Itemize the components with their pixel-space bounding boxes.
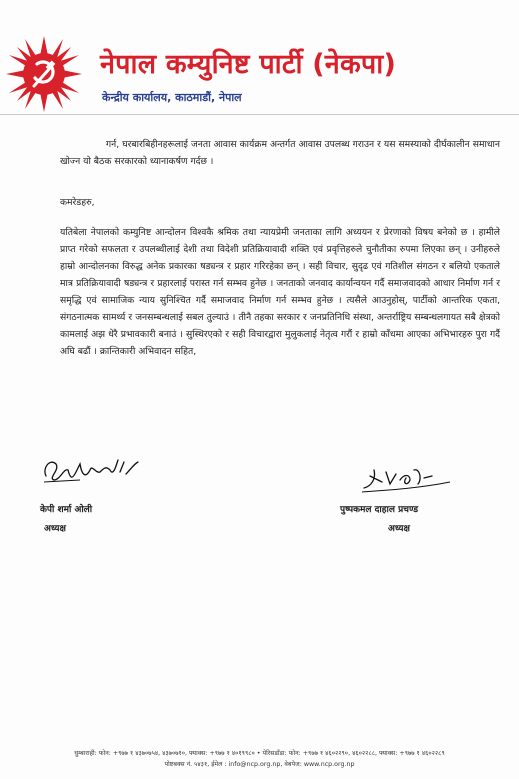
footer-email-line: पोष्टबक्स नं. ५४३१, ईमेल : info@ncp.org.np, वेबपेज: www.ncp.org.np <box>164 761 355 768</box>
signatory-name: केपी शर्मा ओली <box>40 505 93 515</box>
signatory-title: अध्यक्ष <box>44 524 66 534</box>
intro-paragraph: गर्न, घरबारबिहीनहरूलाई जनता आवास कार्यक्रम अन्तर्गत आवास उपलब्ध गराउन र यस समस्याको दीर्घकालीन समाधान खोज्न यो बैठक सरकारको ध्यानाकर्षण गर्दछ । <box>60 139 500 167</box>
greeting: कमरेडहरु, <box>60 197 95 208</box>
signatory-title: अध्यक्ष <box>388 524 410 534</box>
party-name: नेपाल कम्युनिष्ट पार्टी (नेकपा) <box>100 49 396 80</box>
signature-oli-icon <box>40 450 150 486</box>
signatory-oli <box>40 450 150 534</box>
header-divider <box>0 114 519 115</box>
signature-prachanda-icon <box>360 460 470 496</box>
party-emblem-icon <box>4 34 84 114</box>
body-paragraph: यतिबेला नेपालको कम्युनिष्ट आन्दोलन विश्वकै श्रमिक तथा न्यायप्रेमी जनताका लागि अध्ययन र प्रेरणाको विषय बनेको छ । हामीले प्राप्त गरेको सफलता र उपलब्धीलाई देशी तथा विदेशी प्रतिक्रियावादी शक्ति एवं प्रवृत्तिहरुले चुनौतीका रुपमा लिएका छन् । उनीहरुले हाम्रो आन्दोलनका विरुद्ध अनेक प्रकारका षड्यन्त्र र प्रहार गरिरहेका छन् । सही विचार, सुदृढ एवं गतिशील संगठन र बलियो एकताले मात्र प्रतिक्रियावादी षड्यन्त्र र प्रहारलाई परास्त गर्न सम्भव हुनेछ । जनताको जनवाद कार्यान्वयन गर्दै समाजवादको आधार निर्माण गर्न र समृद्धि एवं सामाजिक न्याय सुनिश्चित गर्दै समाजवाद निर्माण गर्न सम्भव हुनेछ । त्यसैले आउनुहोस्, पार्टीको आन्तरिक एकता, संगठनात्मक सामर्थ्य र जनसम्बन्धलाई सबल तुल्याउं । तीनै तहका सरकार र जनप्रतिनिधि संस्था, अन्तर्राष्ट्रिय सम्बन्धलगायत सबै क्षेत्रको कामलाई अझ धेरै प्रभावकारी बनाउं । सुस्थिरएको र सही विचारद्वारा मुलुकलाई नेतृत्व गरौं र हाम्रो काँधमा आएका अभिभारहरु पुरा गर्दै अघि बढौं । क्रान्तिकारी अभिवादन सहित, <box>60 227 500 357</box>
signatory-prachanda <box>340 460 470 534</box>
footer-phone-line: धुम्बाराही: फोन: +९७७ १ ४३७०७५४, ४३७०७१०, फ्याक्स: +९७७ १ ४०१९९८० • पेरिसडाँडा: फोन: +९७७ १ ४६०२२९०, ४६०२२८८, फ्याक्स: +९७७ १ ४६०२२८९ <box>74 750 445 757</box>
footer-contact <box>0 748 519 770</box>
office-address: केन्द्रीय कार्यालय, काठमाडौं, नेपाल <box>102 91 242 104</box>
signatory-name: पुष्पकमल दाहाल प्रचण्ड <box>340 505 419 515</box>
